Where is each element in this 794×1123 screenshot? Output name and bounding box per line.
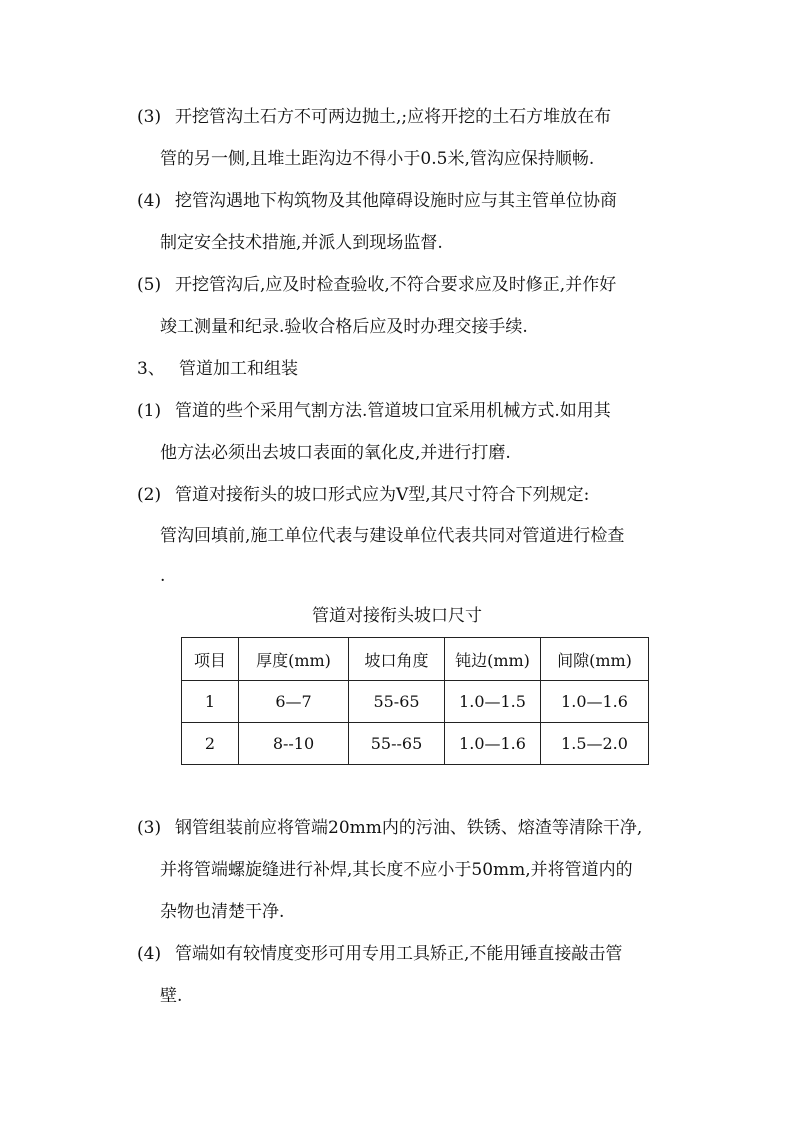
- section-title: 管道加工和组装: [179, 359, 298, 379]
- paragraph-4-line-2: 制定安全技术措施,并派人到现场监督.: [160, 233, 443, 253]
- item-1-line-2: 他方法必须出去坡口表面的氧化皮,并进行打磨.: [160, 443, 511, 463]
- paragraph-5-line-1: [137, 273, 616, 297]
- item-number: (4): [137, 944, 162, 964]
- tail-item-3-line-1: [137, 816, 642, 840]
- tail-item-3-line-2: 并将管端螺旋缝进行补焊,其长度不应小于50mm,并将管道内的: [160, 860, 633, 880]
- table-cell: 55-65: [349, 681, 445, 723]
- item-2-line-1: [137, 483, 589, 507]
- item-number: (2): [137, 485, 162, 505]
- item-1-line-1: [137, 399, 611, 423]
- paragraph-text: 挖管沟遇地下构筑物及其他障碍设施时应与其主管单位协商: [175, 191, 617, 211]
- item-text: 钢管组装前应将管端20mm内的污油、铁锈、熔渣等清除干净,: [175, 818, 643, 838]
- section-number: 3、: [137, 359, 165, 379]
- table-cell: 6—7: [239, 681, 349, 723]
- paragraph-5-line-2: 竣工测量和纪录.验收合格后应及时办理交接手续.: [160, 317, 528, 337]
- item-2-line-3: .: [160, 566, 166, 586]
- tail-item-4-line-2: 壁.: [160, 986, 183, 1006]
- tail-item-4-line-1: [137, 942, 622, 966]
- item-2-line-2: 管沟回填前,施工单位代表与建设单位代表共同对管道进行检查: [160, 526, 625, 546]
- item-text: 管道的些个采用气割方法.管道坡口宜采用机械方式.如用其: [175, 401, 611, 421]
- paragraph-text: 开挖管沟土石方不可两边抛土,;应将开挖的土石方堆放在布: [175, 107, 612, 127]
- tail-item-3-line-3: 杂物也清楚干净.: [160, 902, 285, 922]
- paragraph-4-line-1: [137, 189, 617, 213]
- table-header-cell: 钝边(mm): [445, 638, 541, 681]
- paragraph-3-line-1: [137, 105, 611, 129]
- item-text: 管道对接衔头的坡口形式应为V型,其尺寸符合下列规定:: [175, 485, 590, 505]
- paragraph-text: 开挖管沟后,应及时检查验收,不符合要求应及时修正,并作好: [175, 275, 617, 295]
- table-cell: 2: [182, 723, 239, 765]
- paragraph-number: (4): [137, 191, 162, 211]
- table-cell: 1.5—2.0: [541, 723, 649, 765]
- item-text: 管端如有较情度变形可用专用工具矫正,不能用锤直接敲击管: [175, 944, 623, 964]
- table-cell: 1.0—1.6: [541, 681, 649, 723]
- paragraph-number: (5): [137, 275, 162, 295]
- table-cell: 1.0—1.5: [445, 681, 541, 723]
- table-cell: 1.0—1.6: [445, 723, 541, 765]
- bevel-dimension-table: [181, 637, 649, 765]
- table-header-cell: 间隙(mm): [541, 638, 649, 681]
- table-header-row: [182, 638, 649, 681]
- table-header-cell: 坡口角度: [349, 638, 445, 681]
- paragraph-3-line-2: 管的另一侧,且堆土距沟边不得小于0.5米,管沟应保持顺畅.: [160, 149, 595, 169]
- section-heading: [137, 357, 298, 381]
- paragraph-number: (3): [137, 107, 162, 127]
- item-number: (3): [137, 818, 162, 838]
- table-cell: 55--65: [349, 723, 445, 765]
- table-cell: 8--10: [239, 723, 349, 765]
- table-cell: 1: [182, 681, 239, 723]
- table-header-cell: 项目: [182, 638, 239, 681]
- item-number: (1): [137, 401, 162, 421]
- table-row: [182, 723, 649, 765]
- table-header-cell: 厚度(mm): [239, 638, 349, 681]
- table-row: [182, 681, 649, 723]
- table-caption: 管道对接衔头坡口尺寸: [312, 606, 482, 626]
